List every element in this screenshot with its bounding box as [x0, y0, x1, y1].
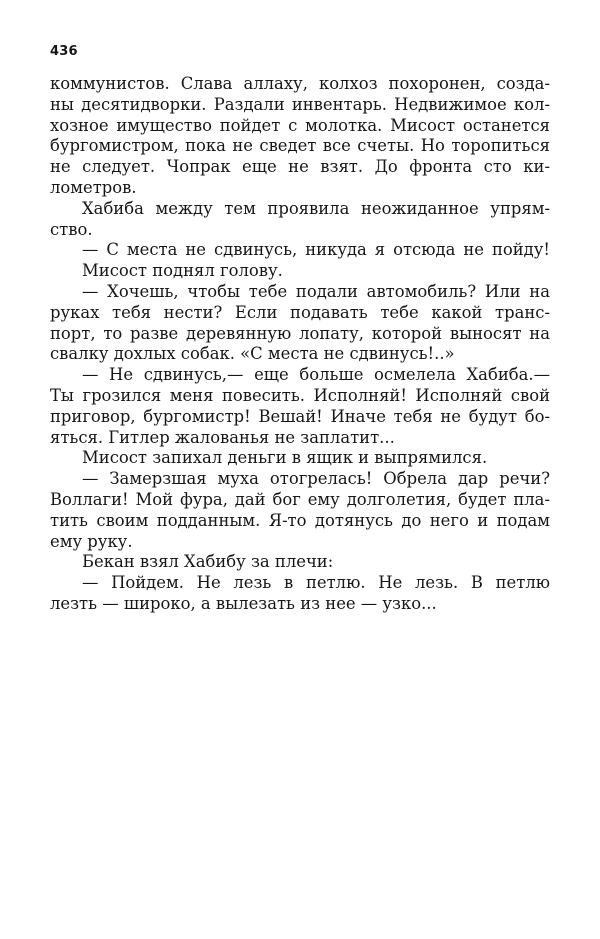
- text-line: Хабиба между тем проявила неожиданное упрям-: [82, 198, 550, 218]
- text-line: — Пойдем. Не лезь в петлю. Не лезь. В петлю: [82, 573, 550, 593]
- page-number: 436: [50, 44, 78, 59]
- text-line: ему руку.: [50, 531, 133, 551]
- text-line: Воллаги! Мой фура, дай бог ему долголетия, будет пла-: [50, 489, 550, 509]
- text-line: руках тебя нести? Если подавать тебе какой транс-: [50, 302, 550, 322]
- text-line: порт, то разве деревянную лопату, которой выносят на: [50, 323, 550, 343]
- text-line: бургомистром, пока не сведет все счеты. Но торопиться: [50, 136, 550, 156]
- text-line: коммунистов. Слава аллаху, колхоз похоронен, созда-: [50, 74, 550, 93]
- text-line: ство.: [50, 219, 93, 239]
- text-line: лометров.: [50, 177, 137, 197]
- text-line: хозное имущество пойдет с молотка. Мисост останется: [50, 115, 550, 135]
- text-line: — Не сдвинусь,— еще больше осмелела Хабиба.—: [82, 365, 550, 385]
- text-line: свалку дохлых собак. «С места не сдвинусь!..»: [50, 344, 455, 364]
- text-line: ны десятидворки. Раздали инвентарь. Недвижимое кол-: [50, 94, 550, 114]
- text-line: лезть — широко, а вылезать из нее — узко...: [50, 593, 437, 613]
- text-line: — С места не сдвинусь, никуда я отсюда не пойду!: [82, 240, 550, 260]
- text-line: Ты грозился меня повесить. Исполняй! Исполняй свой: [50, 385, 550, 405]
- text-line: не следует. Чопрак еще не взят. До фронта сто ки-: [50, 157, 550, 177]
- text-line: яться. Гитлер жалованья не заплатит...: [50, 427, 395, 447]
- text-line: приговор, бургомистр! Вешай! Иначе тебя не будут бо-: [50, 406, 550, 426]
- text-line: — Замерзшая муха отогрелась! Обрела дар речи?: [82, 469, 550, 489]
- text-line: Мисост запихал деньги в ящик и выпрямился.: [82, 448, 488, 468]
- text-line: Бекан взял Хабибу за плечи:: [82, 552, 334, 572]
- text-line: тить своим подданным. Я-то дотянусь до него и подам: [50, 510, 550, 530]
- body-text: [50, 74, 550, 615]
- text-line: Мисост поднял голову.: [82, 261, 283, 281]
- text-line: — Хочешь, чтобы тебе подали автомобиль? Или на: [82, 281, 550, 301]
